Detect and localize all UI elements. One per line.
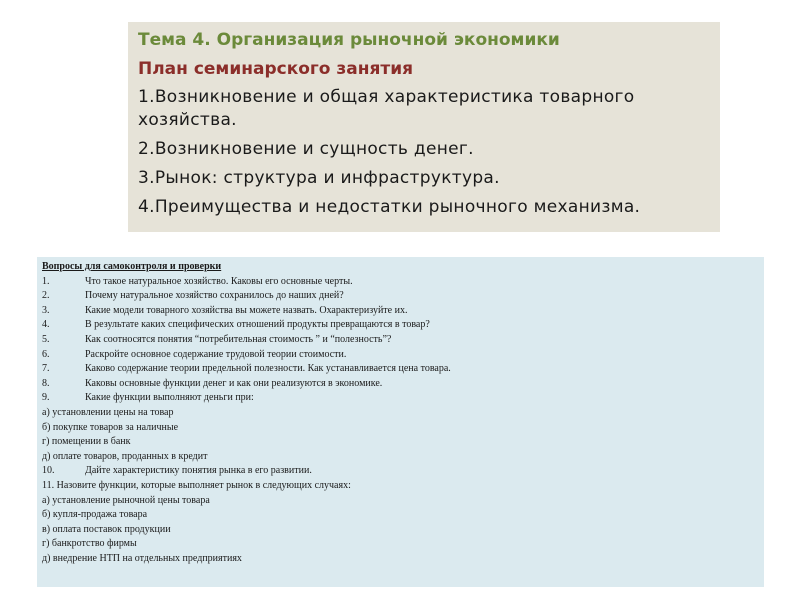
question-option: д) оплате товаров, проданных в кредит	[42, 450, 208, 462]
question-item	[42, 333, 759, 348]
question-number: 2.	[42, 290, 50, 302]
question-number: 10.	[42, 465, 55, 477]
question-number: 7.	[42, 363, 50, 375]
question-text: Почему натуральное хозяйство сохранилось до наших дней?	[85, 290, 344, 302]
question-number: 5.	[42, 333, 50, 345]
questions-heading: Вопросы для самоконтроля и проверки	[42, 261, 222, 272]
question-item	[42, 464, 759, 479]
plan-item: 2.Возникновение и сущность денег.	[138, 139, 474, 159]
plan-item: 1.Возникновение и общая характеристика товарного хозяйства.	[138, 87, 635, 130]
question-item	[42, 304, 759, 319]
question-item: 11. Назовите функции, которые выполняет рынок в следующих случаях:	[42, 479, 351, 491]
question-option: б) купля-продажа товара	[42, 509, 148, 521]
question-option: в) оплата поставок продукции	[42, 523, 171, 535]
question-text: Какие функции выполняют деньги при:	[85, 392, 254, 404]
question-text: Каково содержание теории предельной полезности. Как устанавливается цена товара.	[85, 363, 451, 375]
question-item	[42, 391, 759, 406]
question-number: 1.	[42, 275, 50, 287]
question-option: а) установление рыночной цены товара	[42, 494, 210, 506]
question-text: Какие модели товарного хозяйства вы можете назвать. Охарактеризуйте их.	[85, 304, 408, 316]
seminar-plan-panel	[128, 22, 720, 232]
question-option: д) внедрение НТП на отдельных предприятиях	[42, 552, 242, 564]
question-text: Каковы основные функции денег и как они реализуются в экономике.	[85, 377, 383, 389]
question-text: Дайте характеристику понятия рынка в его развитии.	[85, 465, 312, 477]
question-item	[42, 348, 759, 363]
question-option: г) банкротство фирмы	[42, 538, 137, 550]
question-number: 3.	[42, 304, 50, 316]
plan-item: 4.Преимущества и недостатки рыночного механизма.	[138, 197, 641, 217]
question-text: В результате каких специфических отношений продукты превращаются в товар?	[85, 319, 430, 331]
question-option: а) установлении цены на товар	[42, 406, 174, 418]
plan-item: 3.Рынок: структура и инфраструктура.	[138, 168, 500, 188]
question-option: г) помещении в банк	[42, 436, 131, 448]
topic-title: Тема 4. Организация рыночной экономики	[138, 30, 560, 50]
question-item	[42, 275, 759, 290]
self-check-questions-panel	[37, 257, 764, 587]
question-item	[42, 362, 759, 377]
question-item	[42, 318, 759, 333]
plan-title: План семинарского занятия	[138, 59, 414, 79]
question-number: 4.	[42, 319, 50, 331]
plan-list	[138, 86, 710, 219]
question-option: б) покупке товаров за наличные	[42, 421, 179, 433]
question-text: Раскройте основное содержание трудовой теории стоимости.	[85, 348, 347, 360]
question-text: Что такое натуральное хозяйство. Каковы его основные черты.	[85, 275, 353, 287]
question-text: Как соотносятся понятия “потребительная стоимость ” и “полезность”?	[85, 333, 392, 345]
question-number: 8.	[42, 377, 50, 389]
question-number: 6.	[42, 348, 50, 360]
question-item	[42, 377, 759, 392]
question-item	[42, 289, 759, 304]
question-number: 9.	[42, 392, 50, 404]
